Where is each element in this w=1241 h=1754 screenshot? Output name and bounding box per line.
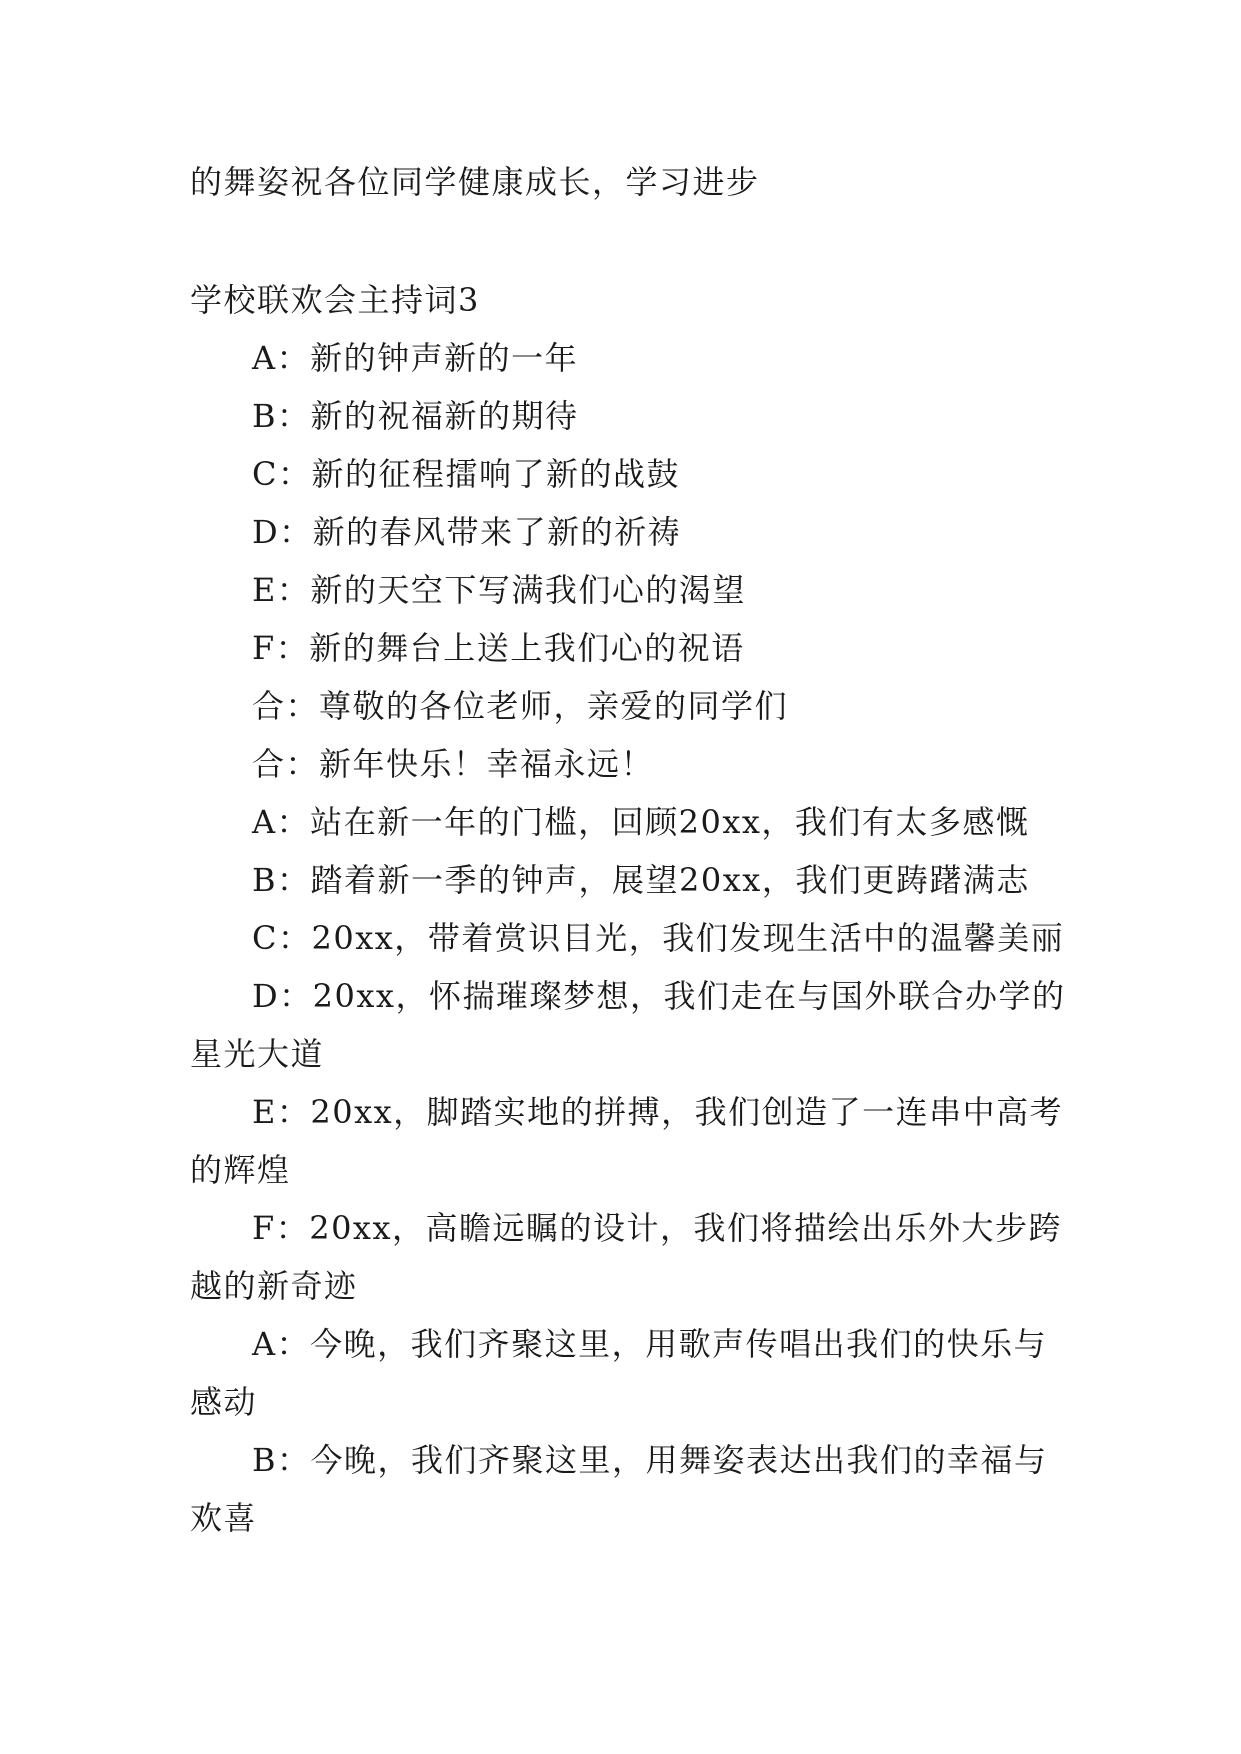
section-title: 学校联欢会主持词3 — [190, 281, 480, 319]
continuation-line: 的舞姿祝各位同学健康成长，学习进步 — [190, 163, 760, 201]
script-line: C：新的征程擂响了新的战鼓 — [252, 455, 680, 493]
script-line: D：20xx，怀揣璀璨梦想，我们走在与国外联合办学的 — [252, 977, 1066, 1015]
script-line: C：20xx，带着赏识目光，我们发现生活中的温馨美丽 — [252, 919, 1065, 957]
script-line: 合：尊敬的各位老师，亲爱的同学们 — [252, 687, 789, 725]
script-line: F：新的舞台上送上我们心的祝语 — [252, 629, 745, 667]
script-line: D：新的春风带来了新的祈祷 — [252, 513, 682, 551]
script-line: A：站在新一年的门槛，回顾20xx，我们有太多感慨 — [252, 803, 1030, 841]
script-line: B：新的祝福新的期待 — [252, 397, 579, 435]
script-line: E：新的天空下写满我们心的渴望 — [252, 571, 746, 609]
script-line-wrap: 星光大道 — [190, 1035, 325, 1073]
script-line: F：20xx，高瞻远瞩的设计，我们将描绘出乐外大步跨 — [252, 1209, 1063, 1247]
script-line-wrap: 的辉煌 — [190, 1151, 291, 1189]
script-line: A：今晚，我们齐聚这里，用歌声传唱出我们的快乐与 — [252, 1325, 1048, 1363]
script-line-wrap: 越的新奇迹 — [190, 1267, 358, 1305]
script-line: 合：新年快乐！幸福永远！ — [252, 745, 655, 783]
script-line: A：新的钟声新的一年 — [252, 339, 579, 377]
script-line-wrap: 欢喜 — [190, 1499, 258, 1537]
script-line-wrap: 感动 — [190, 1383, 258, 1421]
script-line: B：踏着新一季的钟声，展望20xx，我们更踌躇满志 — [252, 861, 1030, 899]
script-line: B：今晚，我们齐聚这里，用舞姿表达出我们的幸福与 — [252, 1441, 1048, 1479]
script-line: E：20xx，脚踏实地的拼搏，我们创造了一连串中高考 — [252, 1093, 1064, 1131]
